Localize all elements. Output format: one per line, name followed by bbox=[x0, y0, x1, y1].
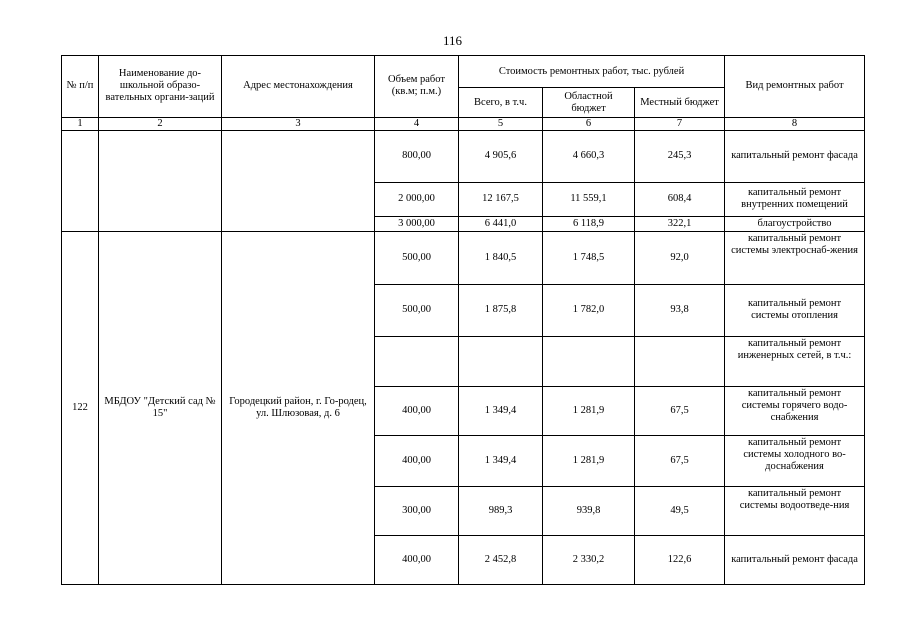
total-cell: 12 167,5 bbox=[459, 182, 543, 216]
repair-type-cell: капитальный ремонт внутренних помещений bbox=[725, 182, 865, 216]
header-local-budget: Местный бюджет bbox=[635, 88, 725, 117]
repair-works-table bbox=[61, 55, 865, 585]
regional-cell: 1 281,9 bbox=[543, 435, 635, 486]
repair-type-cell: капитальный ремонт фасада bbox=[725, 536, 865, 585]
column-number: 5 bbox=[459, 117, 543, 130]
volume-cell: 400,00 bbox=[375, 435, 459, 486]
column-number: 1 bbox=[62, 117, 99, 130]
total-cell: 1 349,4 bbox=[459, 387, 543, 436]
header-number: № п/п bbox=[62, 56, 99, 118]
local-cell: 67,5 bbox=[635, 435, 725, 486]
volume-cell: 400,00 bbox=[375, 536, 459, 585]
header-row bbox=[62, 56, 865, 88]
total-cell: 989,3 bbox=[459, 486, 543, 536]
total-cell: 4 905,6 bbox=[459, 130, 543, 182]
regional-cell: 6 118,9 bbox=[543, 217, 635, 232]
repair-type-cell: капитальный ремонт инженерных сетей, в т.ч.: bbox=[725, 336, 865, 387]
local-cell: 245,3 bbox=[635, 130, 725, 182]
total-cell: 2 452,8 bbox=[459, 536, 543, 585]
local-cell: 92,0 bbox=[635, 232, 725, 285]
regional-cell: 1 748,5 bbox=[543, 232, 635, 285]
column-numbers-row bbox=[62, 117, 865, 130]
page-number: 116 bbox=[442, 33, 463, 48]
local-cell: 93,8 bbox=[635, 284, 725, 336]
repair-type-cell: капитальный ремонт системы водоотведе-ния bbox=[725, 486, 865, 536]
table-row bbox=[62, 232, 865, 285]
header-repair-cost-group: Стоимость ремонтных работ, тыс. рублей bbox=[459, 56, 725, 88]
column-number: 2 bbox=[99, 117, 222, 130]
repair-type-cell: благоустройство bbox=[725, 217, 865, 232]
volume-cell: 400,00 bbox=[375, 387, 459, 436]
total-cell bbox=[459, 336, 543, 387]
regional-cell bbox=[543, 336, 635, 387]
organization-name: МБДОУ "Детский сад № 15" bbox=[99, 232, 222, 585]
volume-cell bbox=[375, 336, 459, 387]
local-cell: 322,1 bbox=[635, 217, 725, 232]
table-row bbox=[62, 130, 865, 182]
local-cell bbox=[635, 336, 725, 387]
header-total: Всего, в т.ч. bbox=[459, 88, 543, 117]
volume-cell: 3 000,00 bbox=[375, 217, 459, 232]
header-regional-budget: Областной бюджет bbox=[543, 88, 635, 117]
volume-cell: 500,00 bbox=[375, 232, 459, 285]
header-work-volume: Объем работ (кв.м; п.м.) bbox=[375, 56, 459, 118]
repair-type-cell: капитальный ремонт системы электроснаб-жения bbox=[725, 232, 865, 285]
column-number: 4 bbox=[375, 117, 459, 130]
total-cell: 1 840,5 bbox=[459, 232, 543, 285]
regional-cell: 2 330,2 bbox=[543, 536, 635, 585]
volume-cell: 300,00 bbox=[375, 486, 459, 536]
organization-address: Городецкий район, г. Го-родец, ул. Шлюзовая, д. 6 bbox=[222, 232, 375, 585]
header-repair-type: Вид ремонтных работ bbox=[725, 56, 865, 118]
repair-type-cell: капитальный ремонт системы горячего водо-снабжения bbox=[725, 387, 865, 436]
column-number: 7 bbox=[635, 117, 725, 130]
regional-cell: 1 782,0 bbox=[543, 284, 635, 336]
repair-type-cell: капитальный ремонт системы отопления bbox=[725, 284, 865, 336]
volume-cell: 2 000,00 bbox=[375, 182, 459, 216]
item-number: 122 bbox=[62, 232, 99, 585]
total-cell: 1 349,4 bbox=[459, 435, 543, 486]
repair-type-cell: капитальный ремонт фасада bbox=[725, 130, 865, 182]
total-cell: 6 441,0 bbox=[459, 217, 543, 232]
local-cell: 608,4 bbox=[635, 182, 725, 216]
regional-cell: 4 660,3 bbox=[543, 130, 635, 182]
column-number: 6 bbox=[543, 117, 635, 130]
header-address: Адрес местонахождения bbox=[222, 56, 375, 118]
group1-number-cell bbox=[62, 130, 99, 231]
volume-cell: 500,00 bbox=[375, 284, 459, 336]
repair-type-cell: капитальный ремонт системы холодного во-доснабжения bbox=[725, 435, 865, 486]
regional-cell: 1 281,9 bbox=[543, 387, 635, 436]
group1-address-cell bbox=[222, 130, 375, 231]
local-cell: 49,5 bbox=[635, 486, 725, 536]
column-number: 3 bbox=[222, 117, 375, 130]
local-cell: 122,6 bbox=[635, 536, 725, 585]
local-cell: 67,5 bbox=[635, 387, 725, 436]
group1-name-cell bbox=[99, 130, 222, 231]
volume-cell: 800,00 bbox=[375, 130, 459, 182]
column-number: 8 bbox=[725, 117, 865, 130]
total-cell: 1 875,8 bbox=[459, 284, 543, 336]
header-organization-name: Наименование до-школьной образо-вательных органи-заций bbox=[99, 56, 222, 118]
regional-cell: 939,8 bbox=[543, 486, 635, 536]
regional-cell: 11 559,1 bbox=[543, 182, 635, 216]
